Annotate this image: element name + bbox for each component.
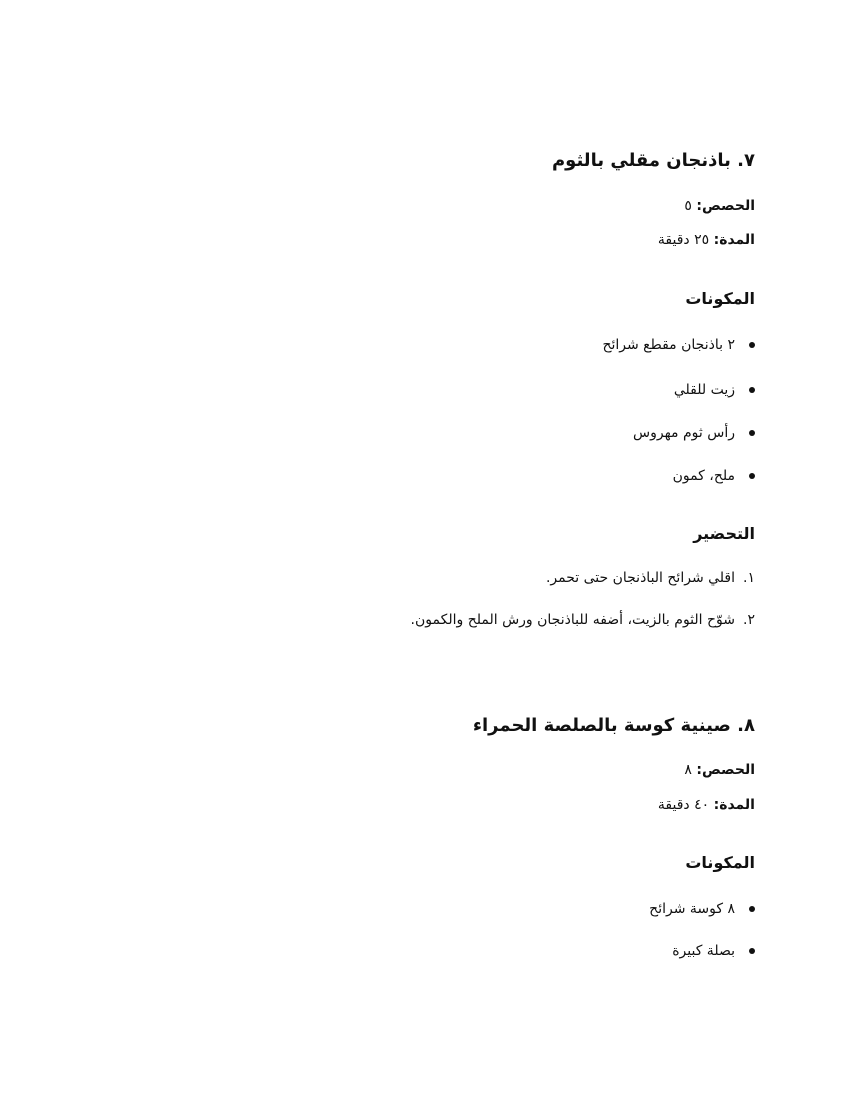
bullet-icon <box>749 948 755 954</box>
step-number: ١. <box>743 570 755 586</box>
list-item <box>674 382 755 399</box>
duration-label: المدة: <box>713 797 755 813</box>
list-item <box>649 901 755 918</box>
step-number: ٢. <box>743 612 755 628</box>
step-text: شوّح الثوم بالزيت، أضفه للباذنجان ورش الملح والكمون. <box>410 612 736 628</box>
step-item <box>546 570 755 587</box>
duration-label: المدة: <box>713 232 755 248</box>
ingredients-heading: المكونات <box>685 853 755 872</box>
list-item <box>673 468 755 485</box>
bullet-icon <box>749 387 755 393</box>
ingredient-text: ٢ باذنجان مقطع شرائح <box>602 337 735 353</box>
servings-value: ٨ <box>684 762 692 778</box>
servings-value: ٥ <box>684 198 692 214</box>
recipe-title: ٨. صينية كوسة بالصلصة الحمراء <box>472 715 755 736</box>
duration-line <box>658 797 755 814</box>
servings-label: الحصص: <box>696 198 755 214</box>
duration-line <box>658 232 755 249</box>
duration-value: ٢٥ دقيقة <box>657 232 710 248</box>
servings-label: الحصص: <box>696 762 755 778</box>
ingredient-text: رأس ثوم مهروس <box>633 425 735 441</box>
bullet-icon <box>749 906 755 912</box>
ingredient-text: ملح، كمون <box>672 468 735 484</box>
bullet-icon <box>749 473 755 479</box>
list-item <box>602 337 755 354</box>
servings-line <box>684 762 755 779</box>
ingredient-text: زيت للقلي <box>673 382 735 398</box>
list-item <box>672 943 755 960</box>
list-item <box>633 425 755 442</box>
servings-line <box>684 198 755 215</box>
step-item <box>411 612 755 629</box>
duration-value: ٤٠ دقيقة <box>657 797 710 813</box>
recipe-title: ٧. باذنجان مقلي بالثوم <box>551 150 755 171</box>
ingredient-text: بصلة كبيرة <box>672 943 735 959</box>
ingredient-text: ٨ كوسة شرائح <box>649 901 735 917</box>
bullet-icon <box>749 430 755 436</box>
preparation-heading: التحضير <box>693 524 755 543</box>
bullet-icon <box>749 342 755 348</box>
ingredients-heading: المكونات <box>685 289 755 308</box>
step-text: اقلي شرائح الباذنجان حتى تحمر. <box>545 570 736 586</box>
